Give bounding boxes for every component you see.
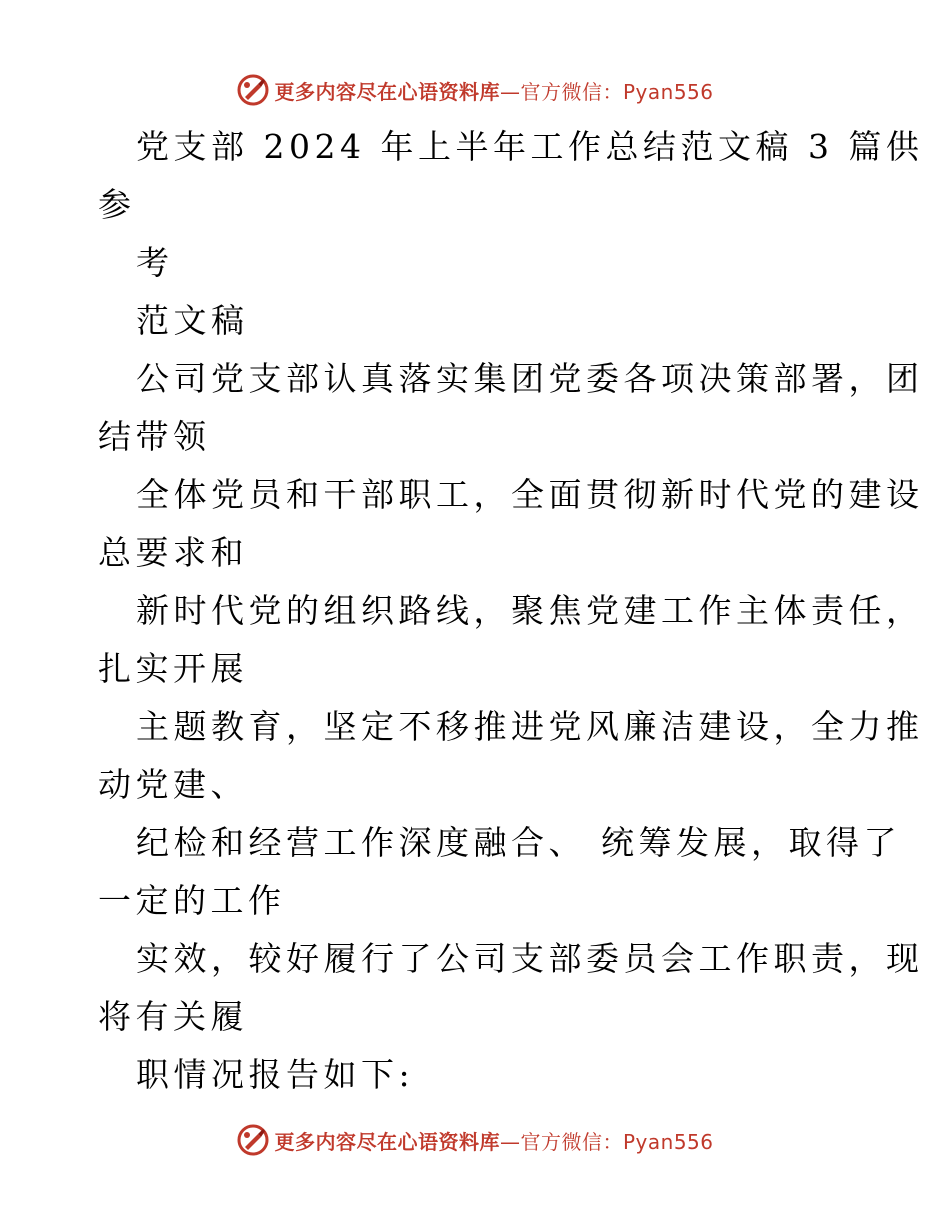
- document-line: 动党建、: [98, 765, 248, 804]
- logo-icon: [236, 1123, 270, 1157]
- document-line: 一定的工作: [98, 881, 286, 920]
- document-line: 范文稿: [136, 301, 249, 340]
- document-line: 党支部 2024 年上半年工作总结范文稿 3 篇供: [136, 127, 924, 166]
- document-line: 全体党员和干部职工，全面贯彻新时代党的建设: [136, 475, 924, 514]
- document-body: [98, 118, 924, 1104]
- banner-official-label: 官方微信：: [520, 1129, 623, 1154]
- header-banner: [0, 70, 950, 110]
- banner-text: [274, 76, 713, 105]
- document-line: 将有关履: [98, 997, 248, 1036]
- banner-wechat-id: Pyan556: [622, 79, 714, 104]
- logo-icon: [236, 73, 270, 107]
- document-line: 考: [136, 243, 174, 282]
- banner-text: [274, 1126, 713, 1155]
- document-line: 参: [98, 185, 136, 224]
- banner-site-text: 更多内容尽在心语资料库: [274, 79, 500, 104]
- document-line: 结带领: [98, 417, 211, 456]
- banner-dash: —: [499, 1129, 521, 1154]
- banner-dash: —: [499, 79, 521, 104]
- document-line: 职情况报告如下:: [136, 1055, 415, 1094]
- document-line: 实效，较好履行了公司支部委员会工作职责，现: [136, 939, 924, 978]
- document-line: 总要求和: [98, 533, 248, 572]
- banner-site-text: 更多内容尽在心语资料库: [274, 1129, 500, 1154]
- banner-official-label: 官方微信：: [520, 79, 623, 104]
- document-line: 扎实开展: [98, 649, 248, 688]
- footer-banner: [0, 1120, 950, 1160]
- document-line: 主题教育，坚定不移推进党风廉洁建设，全力推: [136, 707, 924, 746]
- document-line: 新时代党的组织路线，聚焦党建工作主体责任，: [136, 591, 924, 630]
- document-line: 公司党支部认真落实集团党委各项决策部署，团: [136, 359, 924, 398]
- document-line: 纪检和经营工作深度融合、 统筹发展，取得了: [136, 823, 901, 862]
- banner-wechat-id: Pyan556: [622, 1129, 714, 1154]
